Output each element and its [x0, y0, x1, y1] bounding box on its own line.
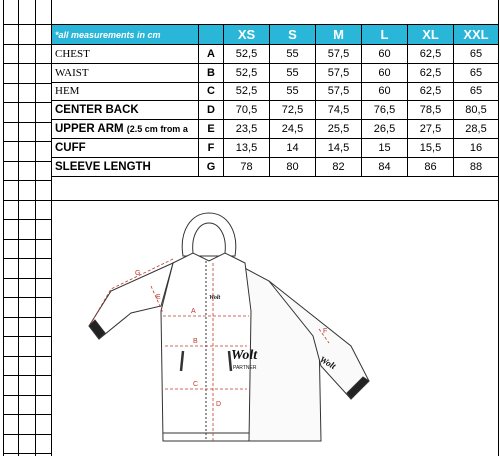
- jacket-diagram: [51, 201, 498, 456]
- measurement-value: 60: [362, 45, 408, 64]
- measurement-value: 65: [454, 63, 499, 82]
- diagram-label-c: C: [193, 381, 199, 388]
- size-chart-table: [51, 24, 499, 177]
- size-header: S: [270, 25, 316, 45]
- grid-line: [3, 102, 51, 103]
- measurement-value: 82: [316, 157, 362, 176]
- table-row: [52, 63, 499, 82]
- measurement-value: 15: [362, 138, 408, 157]
- hood-opening: [193, 223, 226, 253]
- measurement-note: *all measurements in cm: [52, 25, 199, 45]
- grid-line: [3, 258, 51, 259]
- grid-line: [3, 219, 51, 220]
- left-sleeve: [89, 263, 173, 339]
- code-header: [199, 25, 224, 45]
- measurement-value: 23,5: [224, 120, 270, 139]
- table-row: [52, 82, 499, 101]
- grid-line: [3, 180, 51, 181]
- diagram-label-b: B: [193, 338, 198, 345]
- measurement-value: 55: [270, 82, 316, 101]
- measurement-value: 55: [270, 63, 316, 82]
- grid-line: [3, 453, 51, 454]
- chest-logo: Wolt: [209, 295, 221, 301]
- grid-line: [3, 375, 51, 376]
- measurement-value: 55: [270, 45, 316, 64]
- measurement-value: 88: [454, 157, 499, 176]
- diagram-label-e: E: [156, 294, 161, 301]
- measurement-code: C: [199, 82, 224, 101]
- grid-line: [3, 317, 51, 318]
- grid-line: [3, 122, 51, 123]
- measurement-code: G: [199, 157, 224, 176]
- measurement-value: 65: [454, 82, 499, 101]
- diagram-label-a: A: [191, 308, 196, 315]
- grid-line: [3, 141, 51, 142]
- logo-text: Wolt: [231, 348, 258, 363]
- sleeve-logo: Wolt: [318, 354, 338, 372]
- measurement-value: 86: [408, 157, 454, 176]
- measurement-value: 65: [454, 45, 499, 64]
- hood-outline: [182, 213, 236, 256]
- measurement-value: 52,5: [224, 82, 270, 101]
- measurement-label-note: (2.5 cm from a: [126, 124, 188, 135]
- measurement-label-text: SLEEVE LENGTH: [55, 160, 151, 173]
- measurement-value: 84: [362, 157, 408, 176]
- measurement-label-text: CENTER BACK: [55, 104, 139, 117]
- logo-sublabel: PARTNER: [233, 365, 257, 371]
- measurement-code: B: [199, 63, 224, 82]
- table-row: [52, 45, 499, 64]
- measurement-label-text: CUFF: [55, 141, 86, 154]
- grid-line: [3, 161, 51, 162]
- measurement-value: 60: [362, 82, 408, 101]
- measurement-value: 14,5: [316, 138, 362, 157]
- diagram-label-d: D: [216, 401, 222, 408]
- measurement-label: [52, 157, 199, 176]
- grid-line: [3, 44, 51, 45]
- measurement-value: 76,5: [362, 101, 408, 120]
- measurement-value: 78: [224, 157, 270, 176]
- grid-line: [3, 434, 51, 435]
- measurement-value: 62,5: [408, 82, 454, 101]
- measurement-value: 16: [454, 138, 499, 157]
- table-row: [52, 120, 499, 139]
- measurement-value: 27,5: [408, 120, 454, 139]
- measurement-label-text: HEM: [55, 85, 80, 98]
- measurement-value: 57,5: [316, 63, 362, 82]
- measurement-value: 72,5: [270, 101, 316, 120]
- grid-line: [3, 0, 4, 456]
- measurement-value: 28,5: [454, 120, 499, 139]
- measurement-label: [52, 82, 199, 101]
- measurement-label: [52, 120, 199, 139]
- size-header: XXL: [454, 25, 499, 45]
- table-row: [52, 101, 499, 120]
- grid-line: [3, 83, 51, 84]
- table-row: [52, 157, 499, 176]
- measurement-value: 25,5: [316, 120, 362, 139]
- measurement-code: A: [199, 45, 224, 64]
- grid-line: [3, 278, 51, 279]
- grid-line: [3, 200, 51, 201]
- table-row: [52, 138, 499, 157]
- measurement-label: [52, 63, 199, 82]
- measurement-label-text: CHEST: [55, 47, 90, 60]
- size-header: XL: [408, 25, 454, 45]
- measurement-label: [52, 101, 199, 120]
- measurement-value: 13,5: [224, 138, 270, 157]
- measurement-label: [52, 138, 199, 157]
- grid-line: [3, 297, 51, 298]
- measurement-value: 78,5: [408, 101, 454, 120]
- size-header: XS: [224, 25, 270, 45]
- diagram-label-g: G: [135, 270, 141, 277]
- measurement-value: 57,5: [316, 45, 362, 64]
- grid-line: [3, 239, 51, 240]
- grid-line: [18, 0, 19, 456]
- measurement-value: 52,5: [224, 63, 270, 82]
- size-header: M: [316, 25, 362, 45]
- grid-line: [3, 24, 51, 25]
- grid-line: [3, 395, 51, 396]
- measurement-value: 14: [270, 138, 316, 157]
- measurement-value: 80: [270, 157, 316, 176]
- grid-line: [3, 414, 51, 415]
- size-header: L: [362, 25, 408, 45]
- measurement-value: 57,5: [316, 82, 362, 101]
- measurement-value: 52,5: [224, 45, 270, 64]
- grid-line: [35, 0, 36, 456]
- measurement-label: [52, 45, 199, 64]
- grid-line: [3, 336, 51, 337]
- measurement-value: 62,5: [408, 45, 454, 64]
- grid-line: [3, 63, 51, 64]
- measurement-code: F: [199, 138, 224, 157]
- measurement-value: 74,5: [316, 101, 362, 120]
- measurement-code: E: [199, 120, 224, 139]
- table-header-row: [52, 25, 499, 45]
- grid-line: [3, 356, 51, 357]
- measurement-value: 62,5: [408, 63, 454, 82]
- measurement-value: 26,5: [362, 120, 408, 139]
- measurement-value: 24,5: [270, 120, 316, 139]
- measurement-code: D: [199, 101, 224, 120]
- diagram-label-f: F: [323, 328, 328, 335]
- measurement-value: 15,5: [408, 138, 454, 157]
- measurement-label-text: WAIST: [55, 66, 89, 79]
- measurement-value: 60: [362, 63, 408, 82]
- measurement-label-text: UPPER ARM: [55, 123, 124, 136]
- measurement-value: 80,5: [454, 101, 499, 120]
- measurement-value: 70,5: [224, 101, 270, 120]
